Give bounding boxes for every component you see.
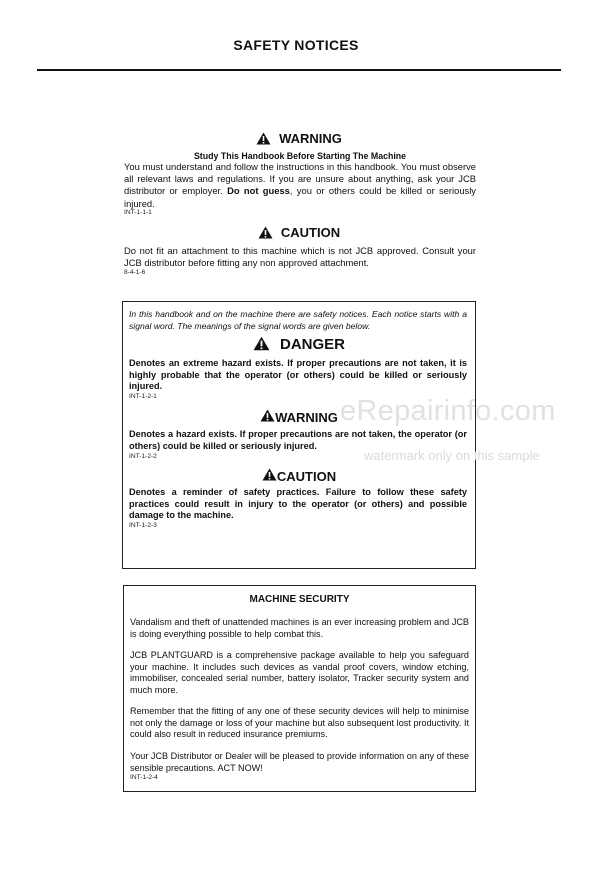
top-warning-text-1: You must understand and follow the instructions in this handbook. You must observe all relevant laws and regulations. If you are unsure about anything, ask your JCB distributor or employer. [124, 161, 476, 197]
caution-label: CAUTION [276, 469, 337, 484]
danger-signal [123, 336, 475, 353]
title-divider [37, 69, 561, 71]
warning-triangle-icon [253, 336, 270, 351]
top-caution-label: CAUTION [280, 225, 341, 240]
caution-ref: INT-1-2-3 [129, 522, 157, 529]
top-warning-heading: Study This Handbook Before Starting The Machine [193, 151, 407, 161]
security-paragraph: Vandalism and theft of unattended machines is an ever increasing problem and JCB is doing everything possible to help combat this. [130, 617, 469, 639]
warning-text: Denotes a hazard exists. If proper precautions are not taken, the operator (or others) could be killed or seriously injured. [129, 429, 467, 451]
watermark-note: watermark only on this sample [364, 448, 540, 463]
security-ref: INT-1-2-4 [130, 774, 158, 781]
caution-text: Denotes a reminder of safety practices. Failure to follow these safety practices could result in injury to the operator (or others) and possible damage to the machine. [129, 487, 467, 521]
top-warning-label: WARNING [279, 131, 342, 146]
security-paragraph: JCB PLANTGUARD is a comprehensive package available to help you safeguard your machine. It includes such devices as vandal proof covers, window etching, immobiliser, concealed serial number, battery isolator, Tracker security system and much more. [130, 650, 469, 695]
top-caution-ref: 8-4-1-6 [124, 269, 146, 276]
page-title: SAFETY NOTICES [233, 37, 359, 53]
caution-signal [123, 468, 475, 484]
top-warning-text [124, 161, 476, 210]
security-paragraph: Your JCB Distributor or Dealer will be pleased to provide information on any of these sensible precautions. ACT NOW! [130, 751, 469, 773]
top-warning-text-bold: Do not guess [227, 185, 290, 197]
top-caution-text: Do not fit an attachment to this machine which is not JCB approved. Consult your JCB distributor before fitting any non approved attachment. [124, 245, 476, 269]
top-caution-signal [122, 225, 476, 240]
security-paragraph: Remember that the fitting of any one of these security devices will help to minimise not only the damage or loss of your machine but also subsequent lost productivity. It could also result in reduced insurance premiums. [130, 706, 469, 740]
machine-security-box [123, 585, 476, 792]
warning-triangle-icon [258, 226, 273, 239]
top-warning-ref: INT-1-1-1 [124, 209, 152, 216]
signal-words-box [122, 301, 476, 569]
danger-ref: INT-1-2-1 [129, 393, 157, 400]
danger-text: Denotes an extreme hazard exists. If proper precautions are not taken, it is highly probable that the operator (or others) could be killed or seriously injured. [129, 358, 467, 392]
warning-triangle-icon [262, 468, 277, 481]
top-warning-text-2: , you or others could be killed or seriously injured. [124, 185, 476, 209]
warning-ref: INT-1-2-2 [129, 453, 157, 460]
warning-triangle-icon [260, 409, 275, 422]
warning-label: WARNING [275, 410, 338, 425]
watermark-brand: eRepairinfo.com [340, 395, 556, 427]
top-warning-signal [122, 131, 476, 146]
warning-triangle-icon [256, 132, 271, 145]
signal-words-intro: In this handbook and on the machine there are safety notices. Each notice starts with a signal word. The meanings of the signal words are given below. [129, 309, 467, 331]
machine-security-heading: MACHINE SECURITY [249, 594, 350, 605]
danger-label: DANGER [279, 336, 345, 353]
